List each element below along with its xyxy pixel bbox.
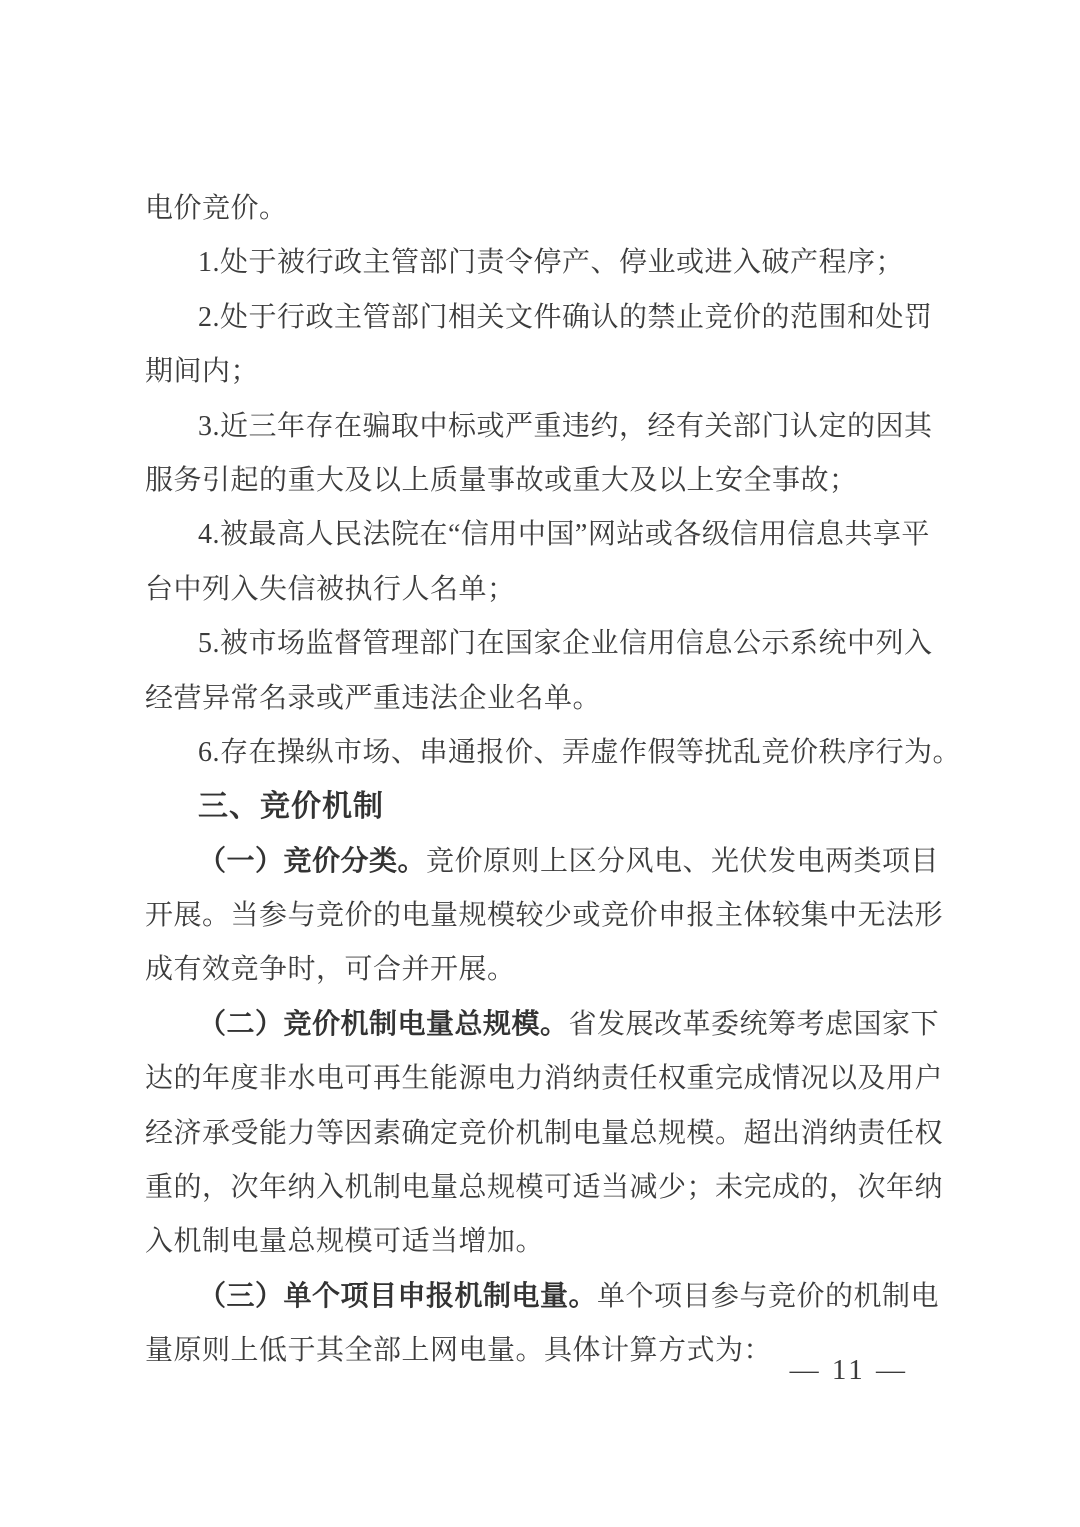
text-run: 5.被市场监督管理部门在国家企业信用信息公示系统中列入 bbox=[198, 628, 933, 660]
text-line bbox=[145, 835, 955, 889]
text-run: 开展。当参与竞价的电量规模较少或竞价申报主体较集中无法形 bbox=[145, 900, 944, 932]
text-run: 成有效竞争时，可合并开展。 bbox=[145, 954, 516, 986]
text-run: 服务引起的重大及以上质量事故或重大及以上安全事故； bbox=[145, 464, 858, 496]
text-line bbox=[145, 563, 955, 617]
text-line bbox=[145, 236, 955, 290]
bold-text-run: （一）竞价分类。 bbox=[198, 845, 427, 877]
text-run: 竞价原则上区分风电、光伏发电两类项目 bbox=[426, 845, 940, 877]
text-run: 量原则上低于其全部上网电量。具体计算方式为： bbox=[145, 1335, 773, 1367]
text-run: 达的年度非水电可再生能源电力消纳责任权重完成情况以及用户 bbox=[145, 1063, 944, 1095]
text-line bbox=[145, 889, 955, 943]
text-run: 6.存在操纵市场、串通报价、弄虚作假等扰乱竞价秩序行为。 bbox=[198, 736, 962, 768]
text-line bbox=[145, 1270, 955, 1324]
text-run: 单个项目参与竞价的机制电 bbox=[597, 1280, 940, 1312]
text-line bbox=[145, 998, 955, 1052]
text-line bbox=[145, 672, 955, 726]
text-line bbox=[145, 943, 955, 997]
text-run: 2.处于行政主管部门相关文件确认的禁止竞价的范围和处罚 bbox=[198, 301, 933, 333]
page-number: — 11 — bbox=[789, 1354, 908, 1386]
text-run: 入机制电量总规模可适当增加。 bbox=[145, 1226, 545, 1258]
text-line bbox=[145, 508, 955, 562]
text-line bbox=[145, 400, 955, 454]
text-run: 1.处于被行政主管部门责令停产、停业或进入破产程序； bbox=[198, 247, 905, 279]
bold-text-run: 三、竞价机制 bbox=[198, 790, 384, 824]
text-run: 重的，次年纳入机制电量总规模可适当减少；未完成的，次年纳 bbox=[145, 1172, 944, 1204]
text-line bbox=[145, 617, 955, 671]
text-run: 省发展改革委统筹考虑国家下 bbox=[568, 1008, 940, 1040]
section-heading bbox=[145, 780, 955, 834]
text-line bbox=[145, 1107, 955, 1161]
text-line bbox=[145, 726, 962, 780]
bold-text-run: （三）单个项目申报机制电量。 bbox=[198, 1280, 598, 1312]
bold-text-run: （二）竞价机制电量总规模。 bbox=[198, 1008, 569, 1040]
text-run: 经济承受能力等因素确定竞价机制电量总规模。超出消纳责任权 bbox=[145, 1117, 944, 1149]
text-line bbox=[145, 1161, 955, 1215]
text-line bbox=[145, 1052, 955, 1106]
text-run: 经营异常名录或严重违法企业名单。 bbox=[145, 682, 602, 714]
text-run: 期间内； bbox=[145, 356, 260, 388]
text-line bbox=[145, 182, 955, 236]
document-content bbox=[145, 182, 962, 1379]
text-line bbox=[145, 454, 955, 508]
text-run: 3.近三年存在骗取中标或严重违约，经有关部门认定的因其 bbox=[198, 410, 933, 442]
text-line bbox=[145, 345, 955, 399]
text-run: 台中列入失信被执行人名单； bbox=[145, 573, 516, 605]
text-run: 电价竞价。 bbox=[145, 193, 288, 224]
text-line bbox=[145, 1215, 955, 1269]
text-run: 4.被最高人民法院在“信用中国”网站或各级信用信息共享平 bbox=[198, 519, 930, 551]
text-line bbox=[145, 291, 955, 345]
